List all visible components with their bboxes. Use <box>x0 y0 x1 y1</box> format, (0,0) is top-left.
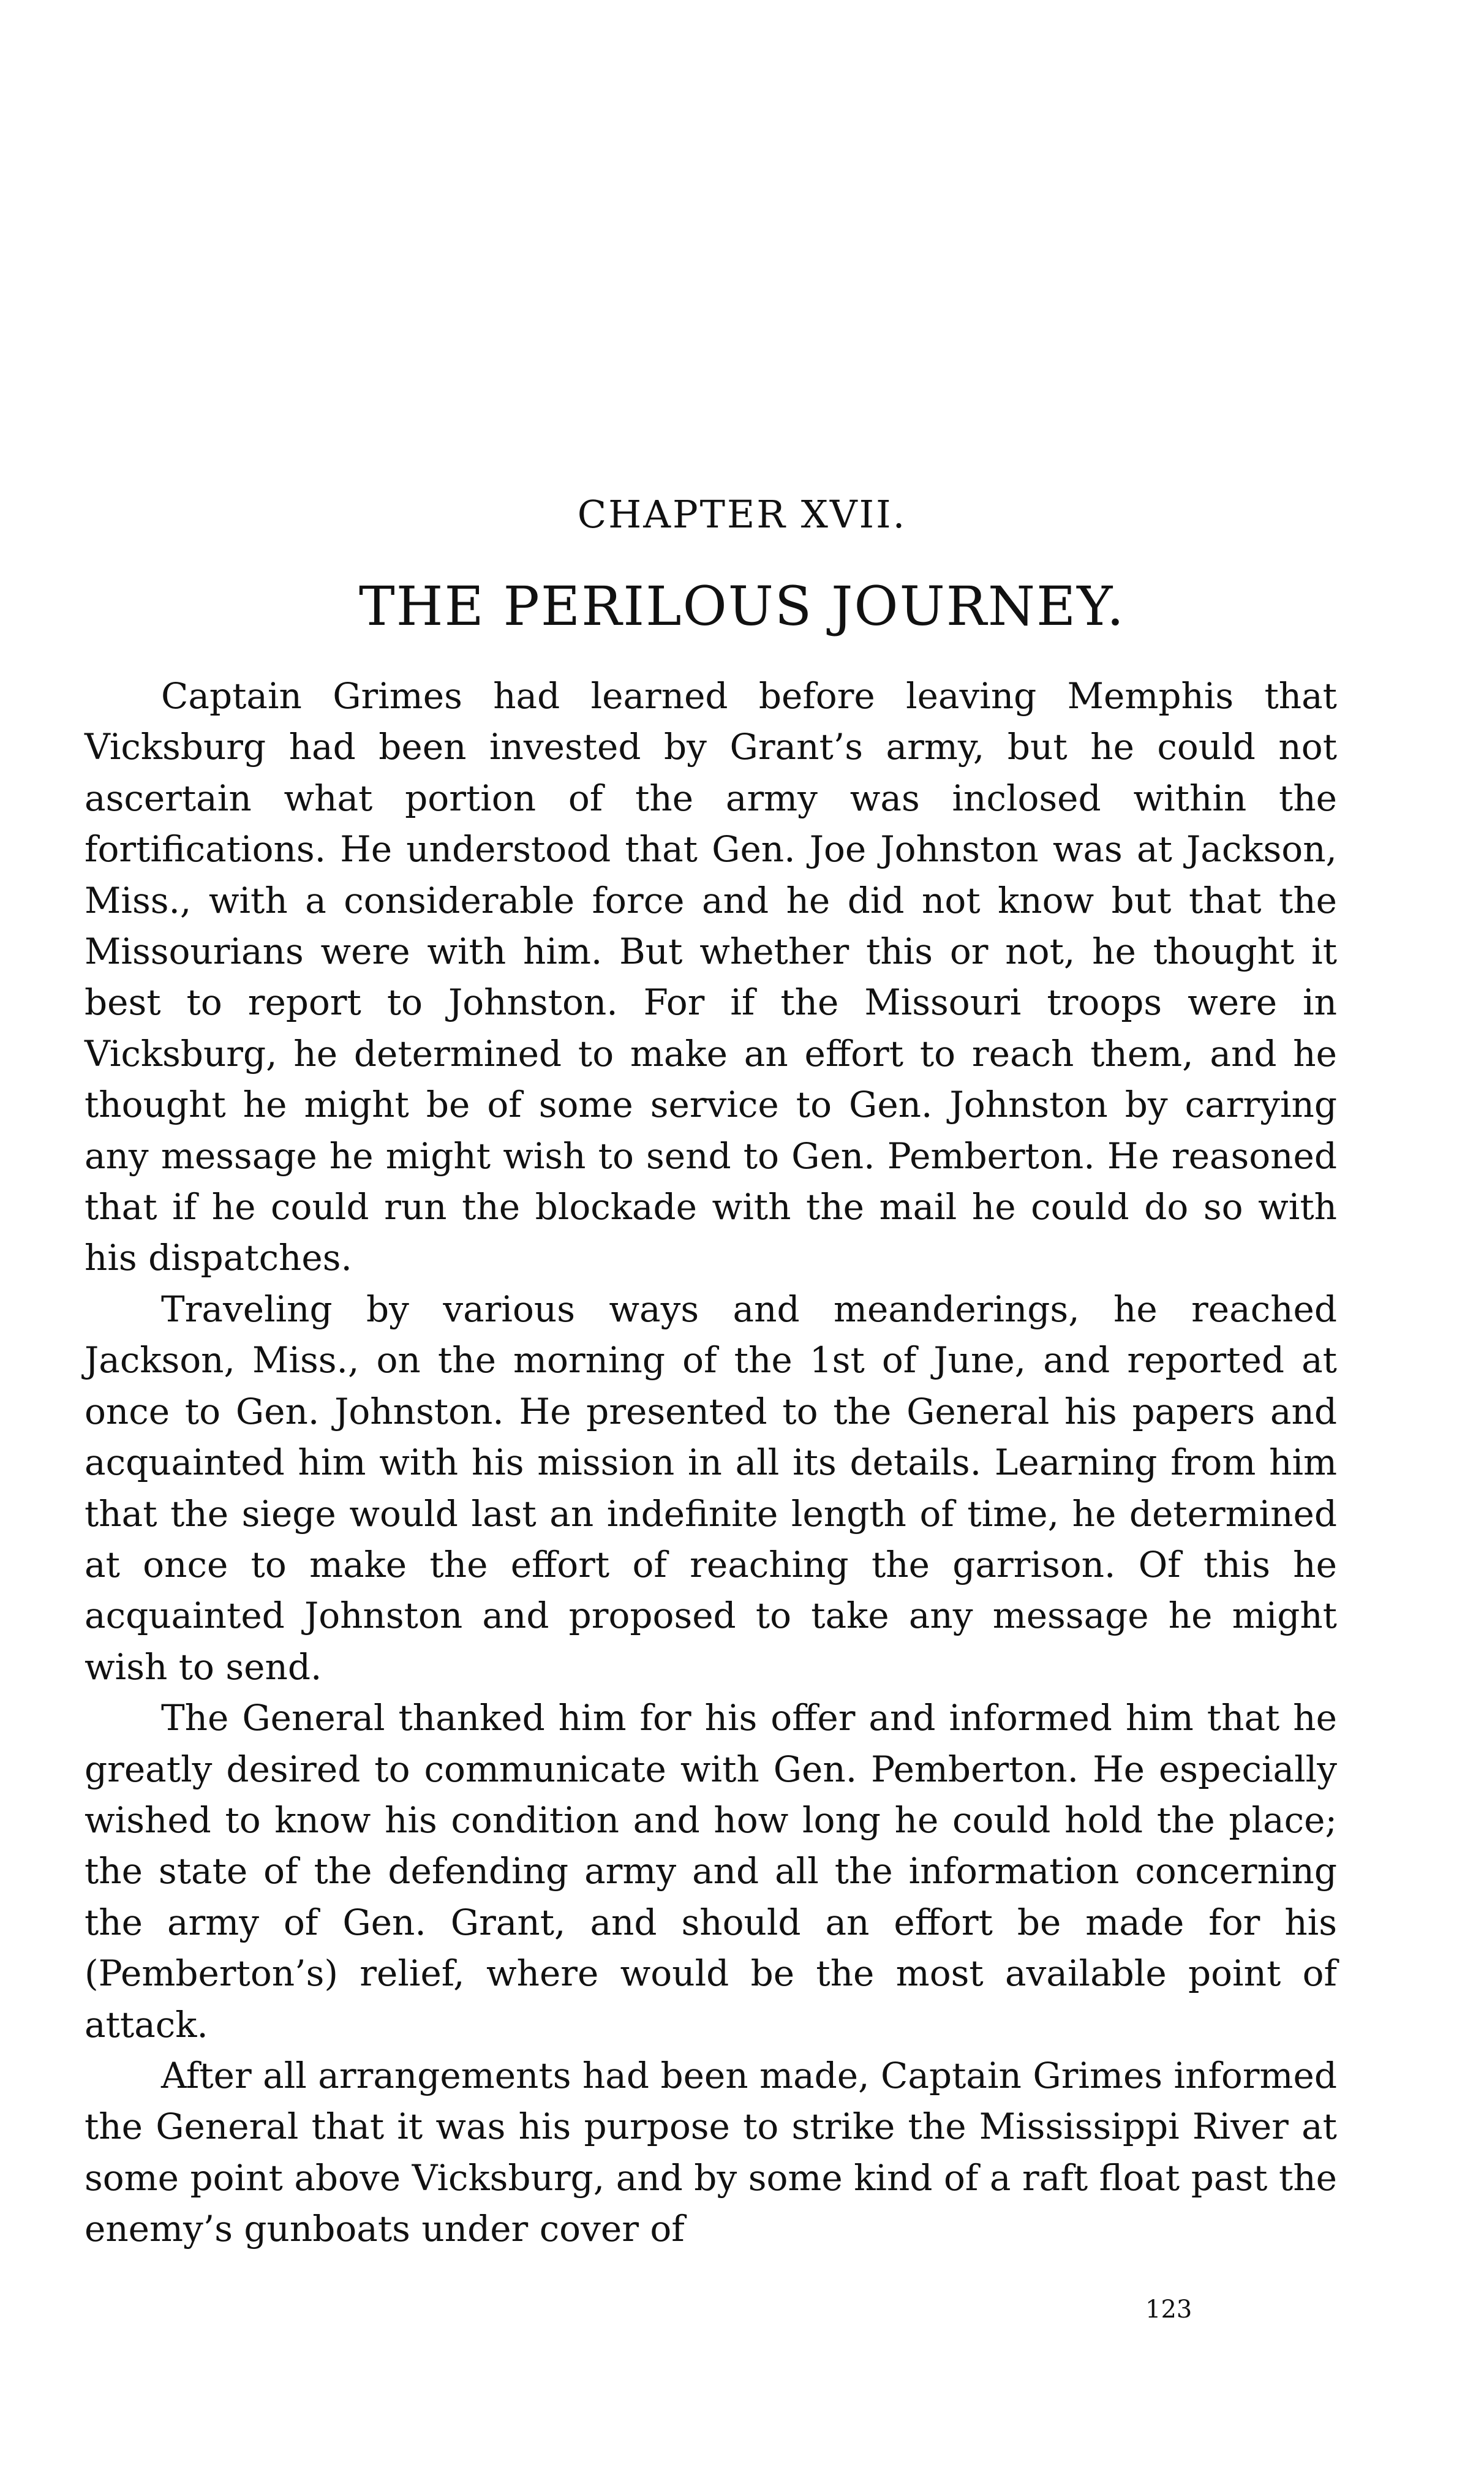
page-number: 123 <box>1145 2296 1192 2324</box>
chapter-body <box>85 671 1337 2255</box>
paragraph: Captain Grimes had learned before leaving Memphis that Vicksburg had been invested by Grant’s army, but he could not ascertain what portion of the army was inclosed within the fortifications. He understood that Gen. Joe Johnston was at Jackson, Miss., with a considerable force and he did not know but that the Missourians were with him. But whether this or not, he thought it best to report to Johnston. For if the Missouri troops were in Vicksburg, he determined to make an effort to reach them, and he thought he might be of some service to Gen. Johnston by carrying any message he might wish to send to Gen. Pemberton. He reasoned that if he could run the blockade with the mail he could do so with his dispatches. <box>85 675 1337 1279</box>
paragraph: Traveling by various ways and meanderings, he reached Jackson, Miss., on the morning of the 1st of June, and reported at once to Gen. Johnston. He presented to the General his papers and acquainted him with his mission in all its details. Learning from him that the siege would last an indefinite length of time, he determined at once to make the effort of reaching the garrison. Of this he acquainted Johnston and proposed to take any message he might wish to send. <box>85 1288 1337 1688</box>
paragraph: The General thanked him for his offer and informed him that he greatly desired to communicate with Gen. Pemberton. He especially wished to know his condition and how long he could hold the place; the state of the defending army and all the information concerning the army of Gen. Grant, and should an effort be made for his (Pemberton’s) relief, where would be the most available point of attack. <box>85 1697 1337 2046</box>
chapter-title: THE PERILOUS JOURNEY. <box>359 575 1125 638</box>
paragraph: After all arrangements had been made, Captain Grimes informed the General that it was his purpose to strike the Mississippi River at some point above Vicksburg, and by some kind of a raft float past the enemy’s gunboats under cover of <box>85 2054 1337 2250</box>
chapter-number: CHAPTER XVII. <box>577 492 907 537</box>
